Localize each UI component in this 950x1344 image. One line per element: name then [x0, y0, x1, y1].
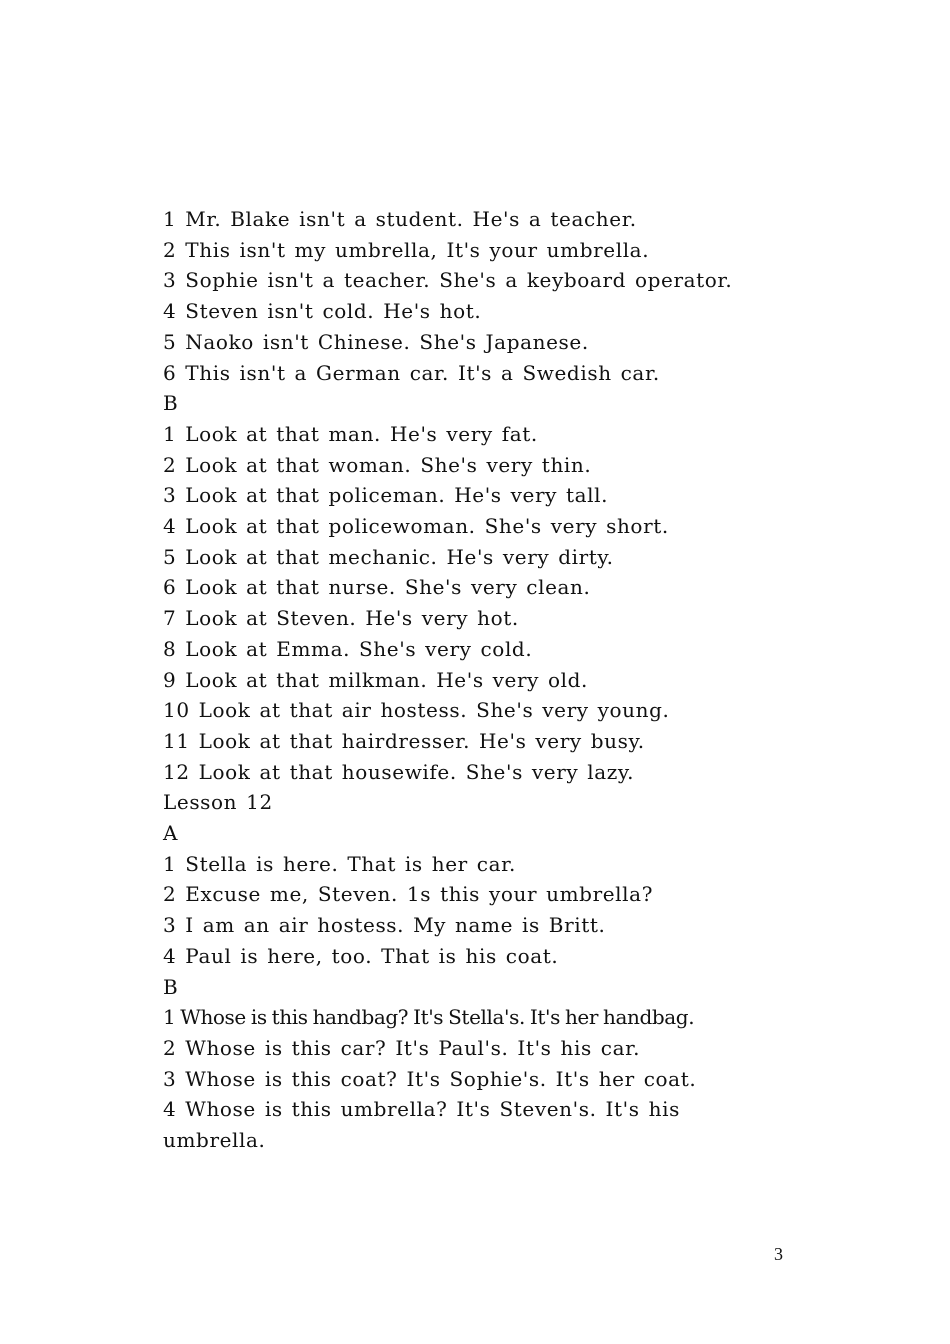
answer-line: 4 Steven isn't cold. He's hot. — [163, 299, 482, 324]
answer-line: 12 Look at that housewife. She's very lazy. — [163, 759, 635, 784]
answer-line: 2 Whose is this car? It's Paul's. It's his car. — [163, 1035, 641, 1060]
answer-line: 2 This isn't my umbrella, It's your umbrella. — [163, 237, 650, 262]
answer-line: 1 Stella is here. That is her car. — [163, 851, 517, 876]
answer-line: 3 I am an air hostess. My name is Britt. — [163, 913, 606, 938]
answer-line: 3 Look at that policeman. He's very tall. — [163, 483, 609, 508]
document-body — [163, 204, 803, 1156]
page-number: 3 — [774, 1244, 783, 1264]
answer-line: 1 Whose is this handbag? It's Stella's. It's her handbag. — [163, 1005, 695, 1030]
answer-line: 8 Look at Emma. She's very cold. — [163, 636, 533, 661]
lesson-title: Lesson 12 — [163, 790, 273, 815]
answer-line: 10 Look at that air hostess. She's very young. — [163, 698, 670, 723]
answer-line: 1 Look at that man. He's very fat. — [163, 421, 538, 446]
answer-line: 4 Whose is this umbrella? It's Steven's. It's his umbrella. — [163, 1097, 680, 1153]
answer-line: 6 This isn't a German car. It's a Swedish car. — [163, 360, 660, 385]
answer-line: 4 Look at that policewoman. She's very short. — [163, 514, 669, 539]
section-label: A — [163, 821, 179, 846]
section-label: B — [163, 974, 179, 999]
answer-line: 5 Naoko isn't Chinese. She's Japanese. — [163, 329, 589, 354]
answer-line: 11 Look at that hairdresser. He's very busy. — [163, 728, 645, 753]
answer-line: 7 Look at Steven. He's very hot. — [163, 606, 519, 631]
answer-line: 1 Mr. Blake isn't a student. He's a teacher. — [163, 207, 637, 231]
answer-line: 2 Excuse me, Steven. 1s this your umbrella? — [163, 882, 654, 907]
answer-line: 5 Look at that mechanic. He's very dirty. — [163, 544, 614, 569]
answer-line: 9 Look at that milkman. He's very old. — [163, 667, 588, 692]
answer-line: 2 Look at that woman. She's very thin. — [163, 452, 592, 477]
answer-line: 3 Whose is this coat? It's Sophie's. It's her coat. — [163, 1066, 697, 1091]
answer-line: 6 Look at that nurse. She's very clean. — [163, 575, 591, 600]
answer-line: 3 Sophie isn't a teacher. She's a keyboard operator. — [163, 268, 733, 293]
answer-line: 4 Paul is here, too. That is his coat. — [163, 943, 559, 968]
section-label: B — [163, 391, 179, 416]
